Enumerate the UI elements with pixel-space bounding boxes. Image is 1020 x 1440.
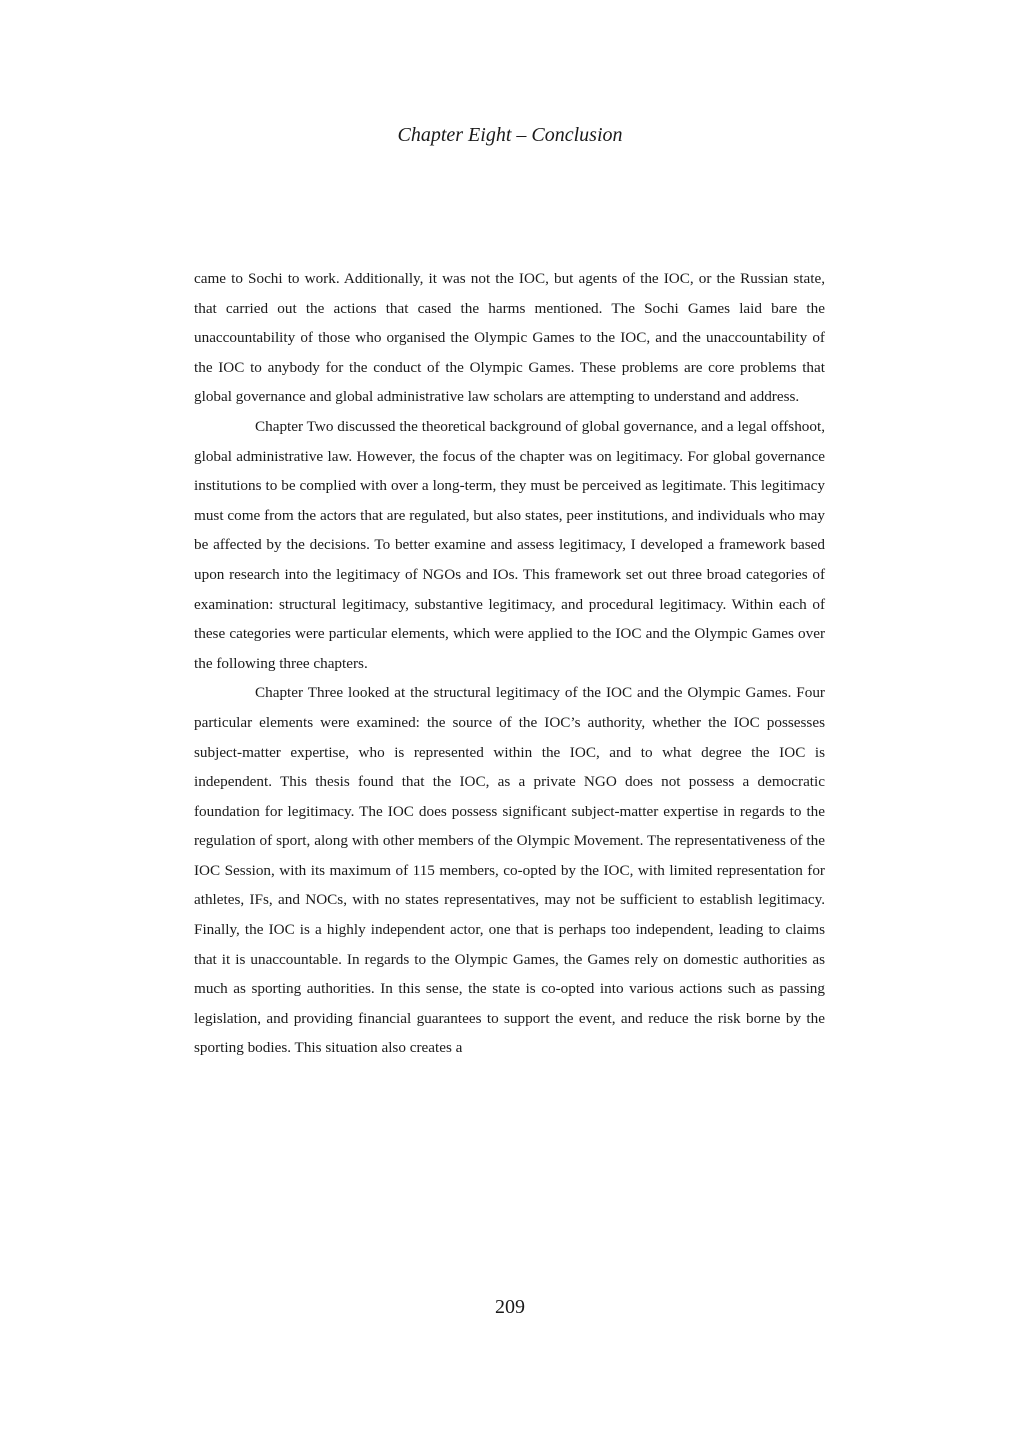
- paragraph-3: Chapter Three looked at the structural legitimacy of the IOC and the Olympic Games. Four particular elements were examined: the source of the IOC’s authority, whether the IOC possesses subject-matter expertise, who is represented within the IOC, and to what degree the IOC is independent. This thesis found that the IOC, as a private NGO does not possess a democratic foundation for legitimacy. The IOC does possess significant subject-matter expertise in regards to the regulation of sport, along with other members of the Olympic Movement. The representativeness of the IOC Session, with its maximum of 115 members, co-opted by the IOC, with limited representation for athletes, IFs, and NOCs, with no states representatives, may not be sufficient to establish legitimacy. Finally, the IOC is a highly independent actor, one that is perhaps too independent, leading to claims that it is unaccountable. In regards to the Olympic Games, the Games rely on domestic authorities as much as sporting authorities. In this sense, the state is co-opted into various actions such as passing legislation, and providing financial guarantees to support the event, and reduce the risk borne by the sporting bodies. This situation also creates a: [194, 684, 825, 1057]
- paragraph-1: came to Sochi to work. Additionally, it was not the IOC, but agents of the IOC, or the Russian state, that carried out the actions that cased the harms mentioned. The Sochi Games laid bare the unaccountability of those who organised the Olympic Games to the IOC, and the unaccountability of the IOC to anybody for the conduct of the Olympic Games. These problems are core problems that global governance and global administrative law scholars are attempting to understand and address.: [194, 270, 825, 406]
- body-text: [194, 264, 825, 1063]
- running-header-title: Chapter Eight – Conclusion: [397, 124, 623, 146]
- page-number: 209: [495, 1296, 525, 1318]
- paragraph-2: Chapter Two discussed the theoretical background of global governance, and a legal offshoot, global administrative law. However, the focus of the chapter was on legitimacy. For global governance institutions to be complied with over a long-term, they must be perceived as legitimate. This legitimacy must come from the actors that are regulated, but also states, peer institutions, and individuals who may be affected by the decisions. To better examine and assess legitimacy, I developed a framework based upon research into the legitimacy of NGOs and IOs. This framework set out three broad categories of examination: structural legitimacy, substantive legitimacy, and procedural legitimacy. Within each of these categories were particular elements, which were applied to the IOC and the Olympic Games over the following three chapters.: [194, 417, 825, 672]
